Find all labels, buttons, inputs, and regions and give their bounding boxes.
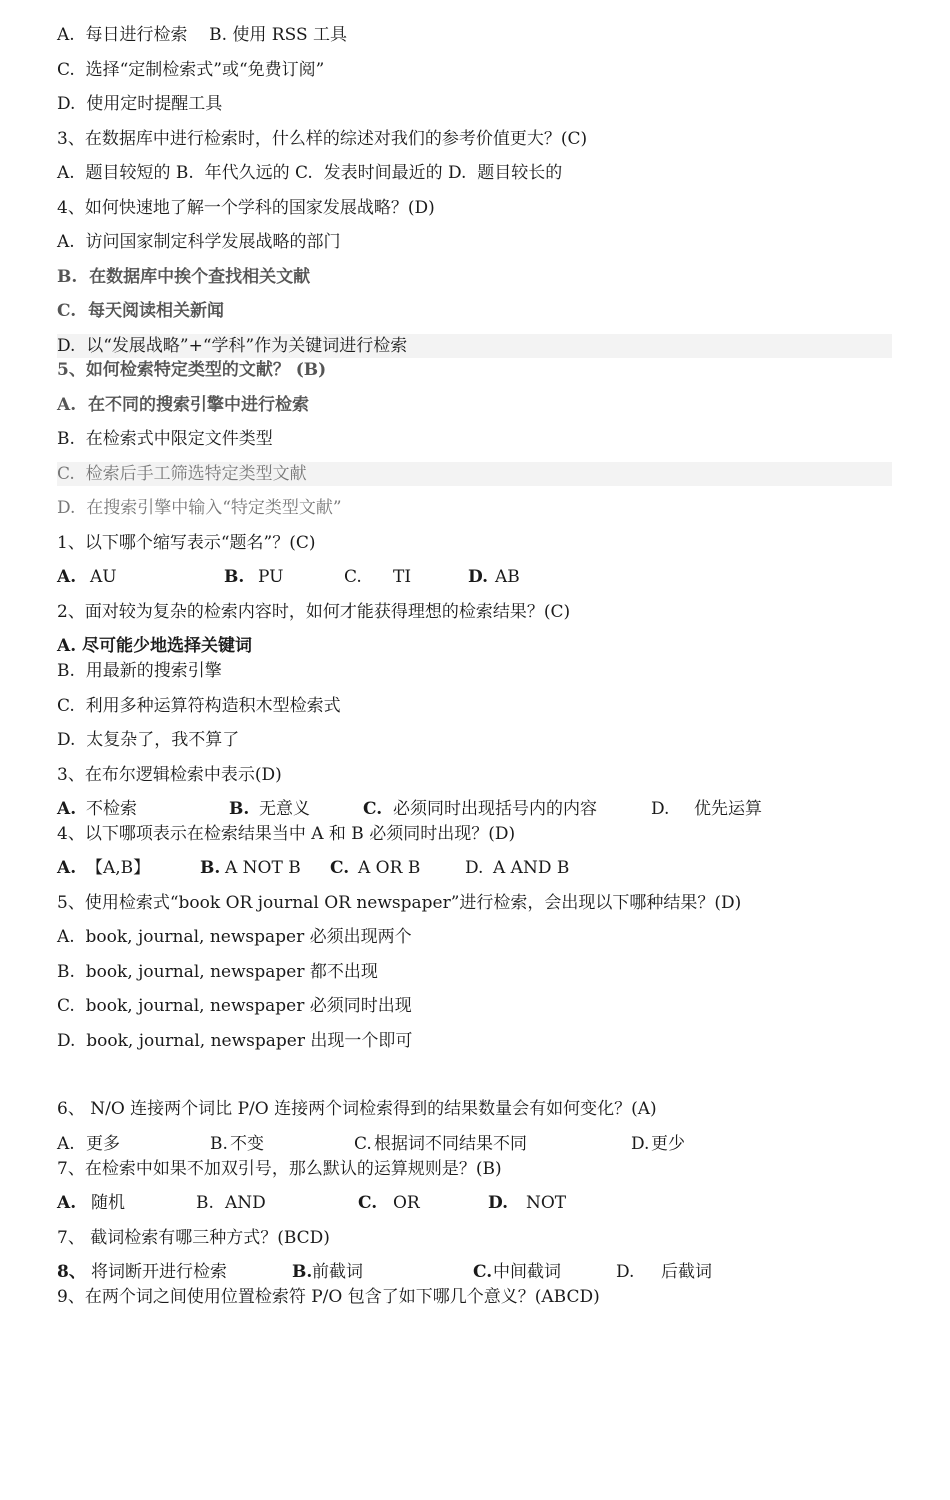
question-line: 3、在数据库中进行检索时，什么样的综述对我们的参考价值更大？(C) [57, 129, 588, 149]
question-line: 7、 截词检索有哪三种方式？(BCD) [57, 1228, 330, 1248]
question-line: 5、使用检索式“book OR journal OR newspaper”进行检索，会出现以下哪种结果？(D) [57, 893, 742, 913]
question-line: 7、在检索中如果不加双引号，那么默认的运算规则是？(B) [57, 1159, 502, 1179]
text-line: A. 每日进行检索 B. 使用 RSS 工具 [57, 25, 348, 45]
options-row: A. 随机 B. AND C. OR D. NOT [57, 1193, 567, 1213]
question-line: 4、以下哪项表示在检索结果当中 A 和 B 必须同时出现？(D) [57, 824, 516, 844]
text-line: B. 用最新的搜索引擎 [57, 661, 222, 681]
options-row: A. 【A,B】 B. A NOT B C. A OR B D. A AND B [57, 858, 570, 878]
text-line: D. 以“发展战略”+“学科”作为关键词进行检索 [57, 334, 892, 358]
text-line: A. 访问国家制定科学发展战略的部门 [57, 232, 341, 252]
question-line: 3、在布尔逻辑检索中表示(D) [57, 765, 282, 785]
text-line: D. 太复杂了，我不算了 [57, 730, 240, 750]
text-line: A. 题目较短的 B. 年代久远的 C. 发表时间最近的 D. 题目较长的 [57, 163, 563, 183]
question-line: 9、在两个词之间使用位置检索符 P/O 包含了如下哪几个意义？(ABCD) [57, 1287, 600, 1307]
question-line: 2、面对较为复杂的检索内容时，如何才能获得理想的检索结果？(C) [57, 602, 571, 622]
text-line: C. 每天阅读相关新闻 [57, 301, 224, 321]
text-line: C. 选择“定制检索式”或“免费订阅” [57, 60, 325, 80]
text-line: D. book, journal, newspaper 出现一个即可 [57, 1031, 413, 1051]
options-row: 8、 将词断开进行检索 B. 前截词 C. 中间截词 D. 后截词 [57, 1262, 712, 1282]
options-row: A. AU B. PU C. TI D. AB [57, 567, 520, 587]
text-line: D. 在搜索引擎中输入“特定类型文献” [57, 498, 342, 518]
question-line: 1、以下哪个缩写表示“题名”？(C) [57, 533, 316, 553]
text-line: B. 在数据库中挨个查找相关文献 [57, 267, 311, 287]
text-line: C. 利用多种运算符构造积木型检索式 [57, 696, 341, 716]
question-line: 5、如何检索特定类型的文献？ (B) [57, 360, 327, 380]
options-row: A. 更多 B. 不变 C. 根据词不同结果不同 D. 更少 [57, 1134, 685, 1154]
text-line: B. book, journal, newspaper 都不出现 [57, 962, 378, 982]
text-line: A. 在不同的搜索引擎中进行检索 [57, 395, 309, 415]
text-line: C. book, journal, newspaper 必须同时出现 [57, 996, 412, 1016]
question-line: 6、 N/O 连接两个词比 P/O 连接两个词检索得到的结果数量会有如何变化？(A) [57, 1099, 657, 1119]
text-line: C. 检索后手工筛选特定类型文献 [57, 462, 892, 486]
options-row: A. 不检索 B. 无意义 C. 必须同时出现括号内的内容 D. 优先运算 [57, 799, 762, 819]
question-line: 4、如何快速地了解一个学科的国家发展战略？(D) [57, 198, 435, 218]
text-line: B. 在检索式中限定文件类型 [57, 429, 273, 449]
text-line: A. 尽可能少地选择关键词 [57, 636, 253, 656]
text-line: A. book, journal, newspaper 必须出现两个 [57, 927, 412, 947]
text-line: D. 使用定时提醒工具 [57, 94, 223, 114]
